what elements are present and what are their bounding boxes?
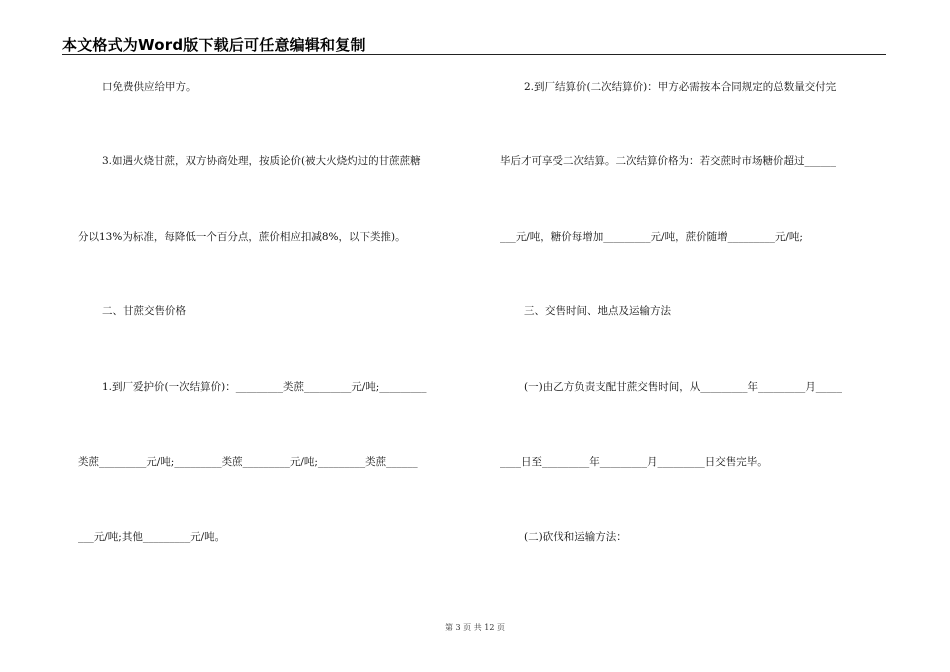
- left-line-3: 分以13%为标准，每降低一个百分点，蔗价相应扣减8%，以下类推)。: [78, 231, 406, 243]
- left-line-6: 类蔗_________元/吨;_________类蔗_________元/吨;_________类蔗______: [78, 456, 418, 468]
- left-line-2: 3.如遇火烧甘蔗，双方协商处理，按质论价(被大火烧灼过的甘蔗蔗糖: [102, 155, 421, 167]
- left-section-heading: 二、甘蔗交售价格: [102, 305, 186, 317]
- left-line-5: 1.到厂爱护价(一次结算价)：_________类蔗_________元/吨;_________: [102, 381, 427, 393]
- header-divider: [62, 54, 886, 55]
- right-line-5: (一)由乙方负责支配甘蔗交售时间，从_________年_________月_____: [524, 381, 842, 393]
- right-line-7: (二)砍伐和运输方法：: [524, 531, 627, 543]
- left-line-7: ___元/吨;其他_________元/吨。: [78, 531, 226, 543]
- document-header-title: 本文格式为Word版下载后可任意编辑和复制: [62, 36, 366, 54]
- page-number-footer: 第 3 页 共 12 页: [445, 623, 505, 632]
- right-line-6: ____日至_________年_________月_________日交售完毕。: [500, 456, 768, 468]
- right-line-1: 2.到厂结算价(二次结算价)：甲方必需按本合同规定的总数量交付完: [524, 81, 837, 93]
- right-section-heading: 三、交售时间、地点及运输方法: [524, 305, 671, 317]
- right-line-3: ___元/吨，糖价每增加_________元/吨，蔗价随增_________元/吨;: [500, 231, 803, 243]
- right-line-2: 毕后才可享受二次结算。二次结算价格为：若交蔗时市场糖价超过______: [500, 155, 836, 167]
- left-line-1: 口免费供应给甲方。: [102, 81, 197, 93]
